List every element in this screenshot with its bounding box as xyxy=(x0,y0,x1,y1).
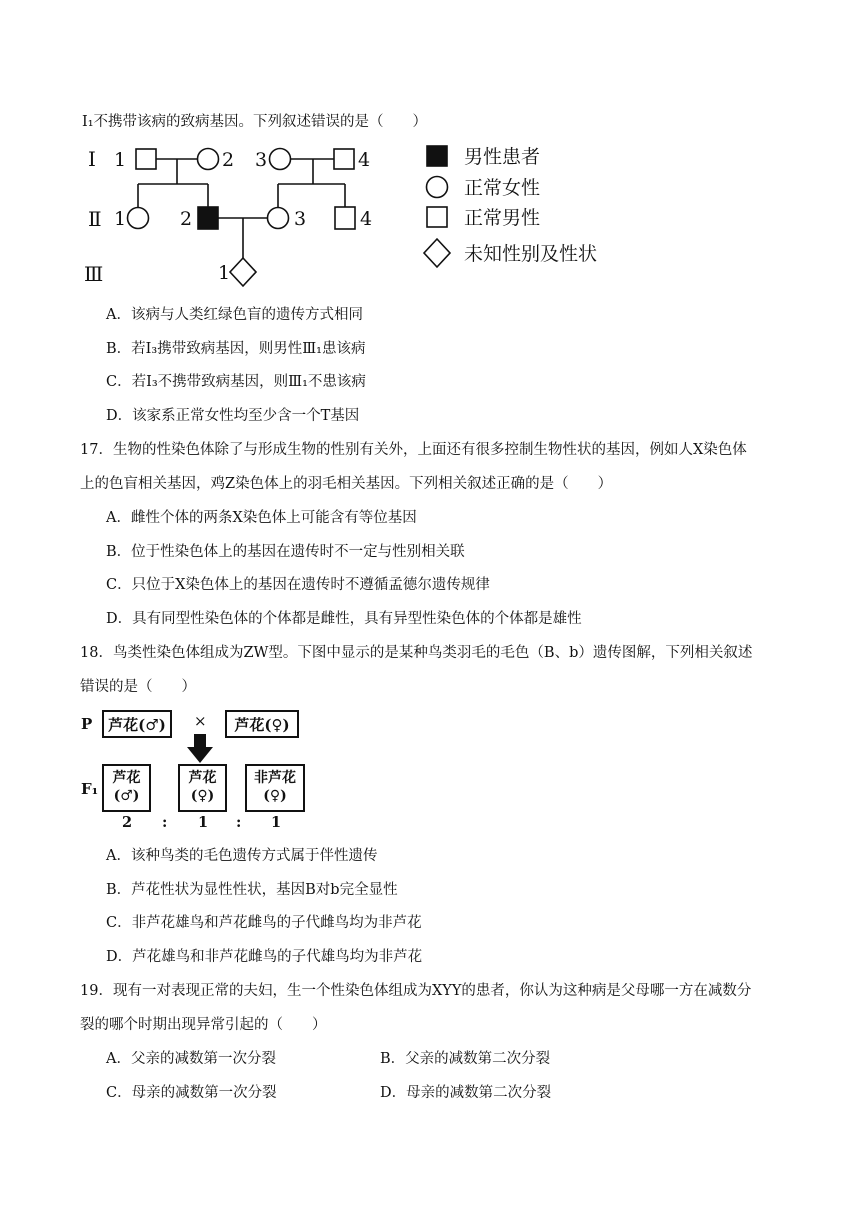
q19-option-c: C．母亲的减数第一次分裂 xyxy=(106,1085,277,1101)
ratio-sep-2: : xyxy=(236,814,242,831)
q18-option-c: C．非芦花雄鸟和芦花雌鸟的子代雌鸟均为非芦花 xyxy=(106,915,422,931)
legend-label-unknown: 未知性别及性状 xyxy=(464,243,598,265)
q17-option-d: D．具有同型性染色体的个体都是雌性，具有异型性染色体的个体都是雄性 xyxy=(106,611,582,627)
f1-offspring-3-sex: (♀) xyxy=(263,788,287,804)
ratio-1: 2 xyxy=(122,814,133,831)
q18-option-a: A．该种鸟类的毛色遗传方式属于伴性遗传 xyxy=(106,848,378,864)
p-generation-label: P xyxy=(81,715,93,733)
parent-female-box: 芦花(♀) xyxy=(225,710,299,738)
II-2-male-affected xyxy=(198,207,218,229)
gen-label-I: Ⅰ xyxy=(88,147,96,171)
q17-option-c: C．只位于X染色体上的基因在遗传时不遵循孟德尔遗传规律 xyxy=(106,577,490,593)
q17-stem-line2: 上的色盲相关基因，鸡Z染色体上的羽毛相关基因。下列相关叙述正确的是（ ） xyxy=(80,476,613,492)
I-1-male-normal xyxy=(136,149,156,169)
f1-offspring-2 xyxy=(178,764,227,812)
q16-option-d: D．该家系正常女性均至少含一个T基因 xyxy=(106,408,360,424)
q18-option-d: D．芦花雄鸟和非芦花雌鸟的子代雄鸟均为非芦花 xyxy=(106,949,423,965)
legend-normal-male-icon xyxy=(427,207,447,227)
II-num-1: 1 xyxy=(114,208,127,230)
legend-label-normal-female: 正常女性 xyxy=(464,177,541,199)
ratio-3: 1 xyxy=(271,814,282,831)
parent-male-box: 芦花(♂) xyxy=(102,710,172,738)
f1-offspring-3-phenotype: 非芦花 xyxy=(254,770,296,786)
II-num-3: 3 xyxy=(294,208,307,230)
f1-offspring-3 xyxy=(245,764,305,812)
I-num-2: 2 xyxy=(222,149,235,171)
f1-offspring-2-sex: (♀) xyxy=(190,788,215,804)
III-num-1: 1 xyxy=(218,262,231,284)
q16-option-c: C．若Ⅰ₃不携带致病基因，则Ⅲ₁不患该病 xyxy=(106,374,366,390)
legend-unknown-icon xyxy=(424,239,450,267)
q19-option-b: B．父亲的减数第二次分裂 xyxy=(380,1051,551,1067)
q18-stem-line2: 错误的是（ ） xyxy=(80,679,196,695)
II-1-female-normal xyxy=(128,208,149,229)
f1-generation-label: F₁ xyxy=(81,780,99,798)
q19-stem-line1: 19．现有一对表现正常的夫妇，生一个性染色体组成为XYY的患者，你认为这种病是父母哪一方在减数分 xyxy=(80,983,752,999)
I-2-female-normal xyxy=(198,149,219,170)
legend-label-affected-male: 男性患者 xyxy=(464,146,541,168)
cross-diagram xyxy=(78,706,318,836)
q17-option-b: B．位于性染色体上的基因在遗传时不一定与性别相关联 xyxy=(106,544,465,560)
q17-option-a: A．雌性个体的两条X染色体上可能含有等位基因 xyxy=(106,510,417,526)
f1-offspring-1 xyxy=(102,764,151,812)
q19-option-a: A．父亲的减数第一次分裂 xyxy=(106,1051,276,1067)
q16-intro: Ⅰ₁不携带该病的致病基因。下列叙述错误的是（ ） xyxy=(82,114,428,130)
pedigree-chart xyxy=(80,136,640,296)
down-arrow-icon xyxy=(186,734,214,764)
II-num-4: 4 xyxy=(360,208,373,230)
II-num-2: 2 xyxy=(180,208,193,230)
q19-stem-line2: 裂的哪个时期出现异常引起的（ ） xyxy=(80,1017,327,1033)
I-num-3: 3 xyxy=(255,149,268,171)
q17-stem-line1: 17．生物的性染色体除了与形成生物的性别有关外，上面还有很多控制生物性状的基因，例如人X染色体 xyxy=(80,442,747,458)
III-1-unknown xyxy=(230,258,256,286)
q16-option-b: B．若Ⅰ₃携带致病基因，则男性Ⅲ₁患该病 xyxy=(106,341,366,357)
f1-offspring-2-phenotype: 芦花 xyxy=(188,770,217,786)
legend-normal-female-icon xyxy=(427,177,448,198)
legend-affected-male-icon xyxy=(427,146,447,166)
gen-label-III: Ⅲ xyxy=(84,262,104,286)
q16-option-a: A．该病与人类红绿色盲的遗传方式相同 xyxy=(106,307,363,323)
I-num-1: 1 xyxy=(114,149,127,171)
q18-stem-line1: 18．鸟类性染色体组成为ZW型。下图中显示的是某种鸟类羽毛的毛色（B、b）遗传图解，下列相关叙述 xyxy=(80,645,753,661)
q19-option-d: D．母亲的减数第二次分裂 xyxy=(380,1085,552,1101)
legend-label-normal-male: 正常男性 xyxy=(464,207,541,229)
ratio-2: 1 xyxy=(198,814,209,831)
I-3-female-normal xyxy=(270,149,291,170)
I-num-4: 4 xyxy=(358,149,371,171)
f1-offspring-1-phenotype: 芦花 xyxy=(112,770,141,786)
ratio-sep-1: : xyxy=(162,814,168,831)
f1-offspring-1-sex: (♂) xyxy=(113,788,140,804)
q18-option-b: B．芦花性状为显性性状，基因B对b完全显性 xyxy=(106,882,398,898)
gen-label-II: Ⅱ xyxy=(88,207,102,231)
cross-symbol: × xyxy=(194,712,207,730)
I-4-male-normal xyxy=(334,149,354,169)
II-3-female-normal xyxy=(268,208,289,229)
II-4-male-normal xyxy=(335,207,355,229)
